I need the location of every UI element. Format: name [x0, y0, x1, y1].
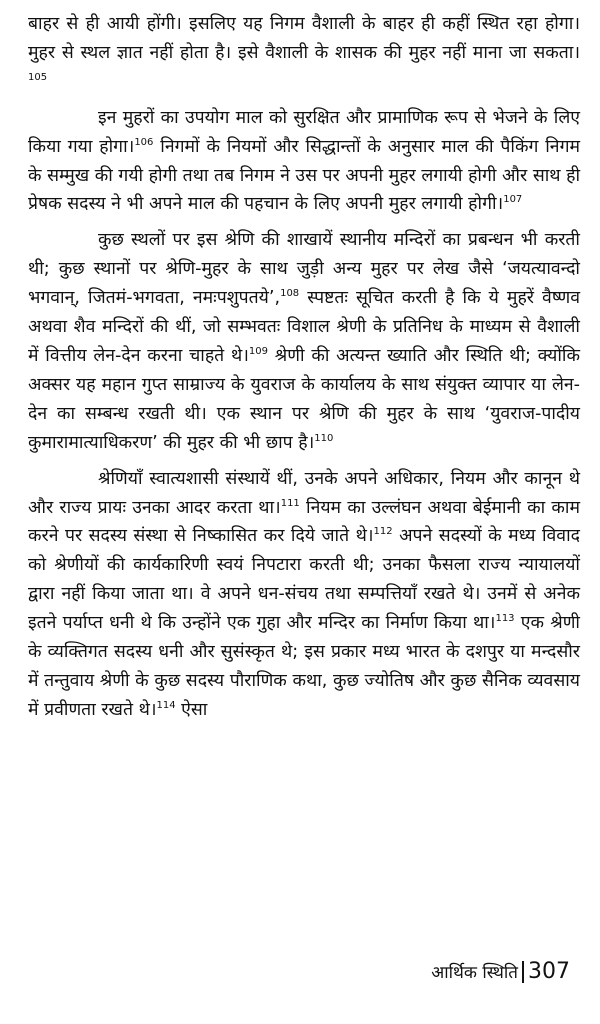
text-run: श्रेणी की अत्यन्त ख्याति और स्थिति थी; क्योंकि अक्सर यह महान गुप्त साम्राज्य के युवराज के कार्यालय के साथ संयुक्त व्यापार या लेन-देन का सम्बन्ध रखती थी। एक स्थान पर श्रेणि की मुहर के साथ ‘युवराज-पादीय कुमारामात्याधिकरण’ की मुहर की भी छाप है। [28, 345, 581, 453]
page-footer [431, 960, 570, 985]
text-run: बाहर से ही आयी होंगी। इसलिए यह निगम वैशाली के बाहर ही कहीं स्थित रहा होगा। मुहर से स्थल ज्ञात नहीं होता है। इसे वैशाली के शासक की मुहर नहीं माना जा सकता। [28, 14, 580, 63]
text-body [28, 10, 580, 725]
text-run: नियम का उल्लंघन अथवा बेईमानी का काम करने पर सदस्य संस्था से निष्कासित कर दिये जाते थे। [28, 497, 580, 547]
footnote-ref: 106 [134, 136, 154, 148]
text-run: ऐसा [175, 699, 208, 720]
footnote-ref: 105 [28, 71, 48, 83]
footnote-ref: 107 [503, 194, 523, 206]
paragraph [28, 10, 580, 97]
footnote-ref: 111 [280, 497, 300, 509]
text-run: एक श्रेणी के व्यक्तिगत सदस्य धनी और सुसंस्कृत थे; इस प्रकार मध्य भारत के दशपुर या मन्दसौर में तन्तुवाय श्रेणी के कुछ सदस्य पौराणिक कथा, कुछ ज्योतिष और कुछ सैनिक व्यवसाय में प्रवीणता रखते थे। [28, 613, 580, 720]
footnote-ref: 113 [495, 613, 515, 625]
footnote-ref: 108 [280, 288, 300, 300]
page-body [28, 10, 580, 725]
footnote-ref: 110 [314, 432, 334, 444]
text-run: कुछ स्थलों पर इस श्रेणि की शाखायें स्थानीय मन्दिरों का प्रबन्धन भी करती थी; कुछ स्थानों पर श्रेणि-मुहर के साथ जुड़ी अन्य मुहर पर लेख जैसे ‘जयत्यावन्दो भगवान्, जितमं-भगवता, नमःपशुपतये’, [28, 230, 580, 309]
footnote-ref: 109 [248, 345, 269, 357]
running-chapter-title: आर्थिक स्थिति [431, 963, 518, 983]
footnote-ref: 112 [373, 526, 393, 538]
text-run: अपने सदस्यों के मध्य विवाद को श्रेणीयों की कार्यकारिणी स्वयं निपटारा करती थी; उनका फैसला राज्य न्यायालयों द्वारा नहीं किया जाता था। वे अपने धन-संचय तथा सम्पत्तियाँ रखते थे। उनमें से अनेक इतने पर्याप्त धनी थे कि उन्होंने एक गुहा और मन्दिर का निर्माण किया था। [28, 526, 580, 634]
text-run: स्पष्टतः सूचित करती है कि ये मुहरें वैष्णव अथवा शैव मन्दिरों की थीं, जो सम्भवतः विशाल श्रेणी के प्रतिनिध के माध्यम से वैशाली में वित्तीय लेन-देन करना चाहते थे। [28, 288, 581, 366]
page-number: 307 [528, 959, 570, 984]
paragraph [28, 104, 580, 220]
text-run: इन मुहरों का उपयोग माल को सुरक्षित और प्रामाणिक रूप से भेजने के लिए किया गया होगा। [28, 107, 580, 157]
text-run: श्रेणियाँ स्वात्यशासी संस्थायें थीं, उनके अपने अधिकार, नियम और कानून थे और राज्य प्रायः उनका आदर करता था। [28, 468, 580, 518]
text-run: निगमों के नियमों और सिद्धान्तों के अनुसार माल की पैकिंग निगम के सम्मुख की गयी होगी तथा तब निगम ने उस पर अपनी मुहर लगायी होगी और साथ ही प्रेषक सदस्य ने भी अपने माल की पहचान के लिए अपनी मुहर लगायी होगी। [28, 136, 581, 215]
paragraph [28, 226, 580, 457]
footer-divider [522, 961, 524, 983]
paragraph [28, 465, 580, 725]
footnote-ref: 114 [156, 699, 176, 711]
